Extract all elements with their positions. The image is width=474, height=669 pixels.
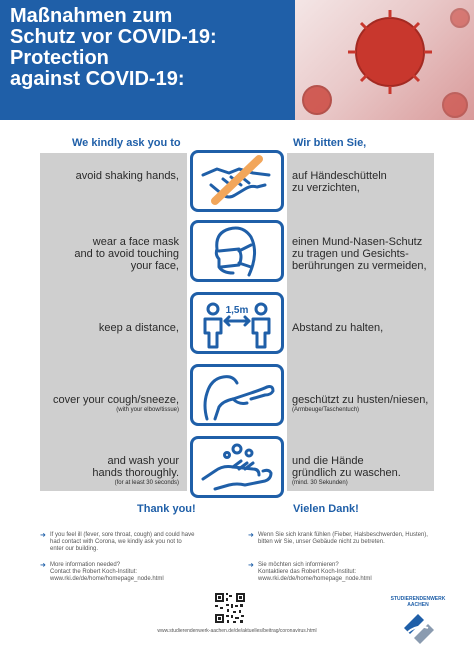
rule-line: avoid shaking hands, — [75, 170, 179, 182]
rule-icon-box — [190, 220, 284, 282]
rule-line: and wash your — [107, 455, 179, 467]
note-info-en — [40, 562, 235, 583]
rule-text-de — [292, 455, 401, 488]
logo-line: AACHEN — [407, 602, 429, 608]
bubble-icon — [233, 445, 241, 453]
hand-washing-icon — [193, 439, 281, 495]
cough-elbow-icon — [193, 367, 281, 423]
rule-text-en — [53, 394, 179, 415]
logo-text — [388, 596, 448, 608]
rule-icon-box — [190, 436, 284, 498]
arrow-right-icon: ➜ — [248, 562, 254, 569]
rule-text-en — [99, 322, 179, 334]
rule-line: hands thoroughly. — [92, 467, 179, 479]
rule-icon-box — [190, 364, 284, 426]
logo-mark-icon — [402, 608, 436, 644]
rule-icon-box — [190, 150, 284, 212]
face-mask-icon — [193, 223, 281, 279]
distance-icon — [193, 295, 281, 351]
handshake-crossed-icon — [193, 153, 281, 209]
rule-line: zu tragen und Gesichts- — [292, 248, 409, 260]
bubble-icon — [246, 450, 252, 456]
virus-illustration — [295, 0, 474, 120]
rule-text-en — [76, 170, 179, 182]
rule-line: your face, — [130, 260, 179, 272]
note-line: Kontaktiere das Robert Koch-Institut: — [258, 569, 357, 575]
virus-particle-small — [451, 9, 469, 27]
note-line: Contact the Robert Koch-Institut: — [50, 569, 138, 575]
studierendenwerk-logo — [388, 596, 448, 646]
title-line: Schutz vor COVID-19: — [10, 26, 217, 48]
arrow-right-icon: ➜ — [40, 562, 46, 569]
header-banner — [0, 0, 474, 120]
bubble-icon — [225, 453, 230, 458]
note-illness-de — [248, 532, 458, 546]
footer-url-link[interactable]: www.studierendenwerk-aachen.de/de/aktuelles/beitrag/coronavirus.html — [157, 628, 317, 634]
thank-you-en: Thank you! — [137, 503, 196, 515]
rule-line: keep a distance, — [98, 322, 179, 334]
rule-note: (mind. 30 Sekunden) — [292, 480, 348, 486]
rule-line: zu verzichten, — [292, 182, 360, 194]
note-info-de — [248, 562, 458, 583]
rule-text-en — [92, 455, 179, 488]
rki-link-de[interactable]: www.rki.de/de/home/homepage_node.html — [258, 576, 372, 582]
distance-label: 1,5m — [225, 305, 249, 316]
rule-line: wear a face mask — [92, 236, 179, 248]
title-line: against COVID-19: — [10, 68, 185, 90]
rule-line: geschützt zu husten/niesen, — [292, 394, 429, 406]
person-icon — [208, 304, 218, 314]
coronavirus-image — [295, 0, 474, 120]
note-line: More information needed? — [50, 562, 121, 568]
rule-line: einen Mund-Nasen-Schutz — [292, 236, 423, 248]
rki-link-en[interactable]: www.rki.de/de/home/homepage_node.html — [50, 576, 164, 582]
intro-en: We kindly ask you to — [72, 137, 181, 149]
note-illness-en — [40, 532, 235, 553]
rule-line: Abstand zu halten, — [292, 322, 384, 334]
title-line: Protection — [10, 47, 109, 69]
note-line: Wenn Sie sich krank fühlen (Fieber, Halsbeschwerden, Husten), — [258, 532, 428, 538]
rule-note: (for at least 30 seconds) — [114, 480, 179, 486]
rule-line: cover your cough/sneeze, — [53, 394, 179, 406]
rule-line: and to avoid touching — [74, 248, 179, 260]
title-line: Maßnahmen zum — [10, 5, 173, 27]
thank-you-de: Vielen Dank! — [293, 503, 359, 515]
arrow-right-icon: ➜ — [248, 532, 254, 539]
rule-note: (Armbeuge/Taschentuch) — [292, 407, 360, 413]
rule-text-de — [292, 236, 427, 272]
rule-text-de — [292, 394, 428, 415]
rule-text-en — [74, 236, 179, 272]
rule-line: gründlich zu waschen. — [292, 467, 401, 479]
note-line: Sie möchten sich informieren? — [258, 562, 339, 568]
rule-text-de — [292, 322, 383, 334]
rule-line: auf Händeschütteln — [292, 170, 387, 182]
rule-line: und die Hände — [292, 455, 364, 467]
rule-line: berührungen zu vermeiden, — [292, 260, 427, 272]
virus-particle-small — [303, 86, 331, 114]
note-line: had contact with Corona, we kindly ask you not to — [50, 539, 182, 545]
qr-code-graphic — [213, 591, 247, 625]
rule-text-de — [292, 170, 387, 194]
qr-code-icon[interactable] — [213, 591, 247, 625]
logo-line: STUDIERENDENWERK — [390, 596, 446, 602]
arrow-right-icon: ➜ — [40, 532, 46, 539]
page-title — [10, 6, 217, 90]
virus-particle-small — [443, 93, 467, 117]
rule-icon-box — [190, 292, 284, 354]
note-line: bitten wir Sie, unser Gebäude nicht zu betreten. — [258, 539, 385, 545]
rule-note: (with your elbow/tissue) — [116, 407, 179, 413]
intro-de: Wir bitten Sie, — [293, 137, 367, 149]
note-line: enter our building. — [50, 546, 99, 552]
person-icon — [256, 304, 266, 314]
note-line: If you feel ill (fever, sore throat, cough) and could have — [50, 532, 195, 538]
